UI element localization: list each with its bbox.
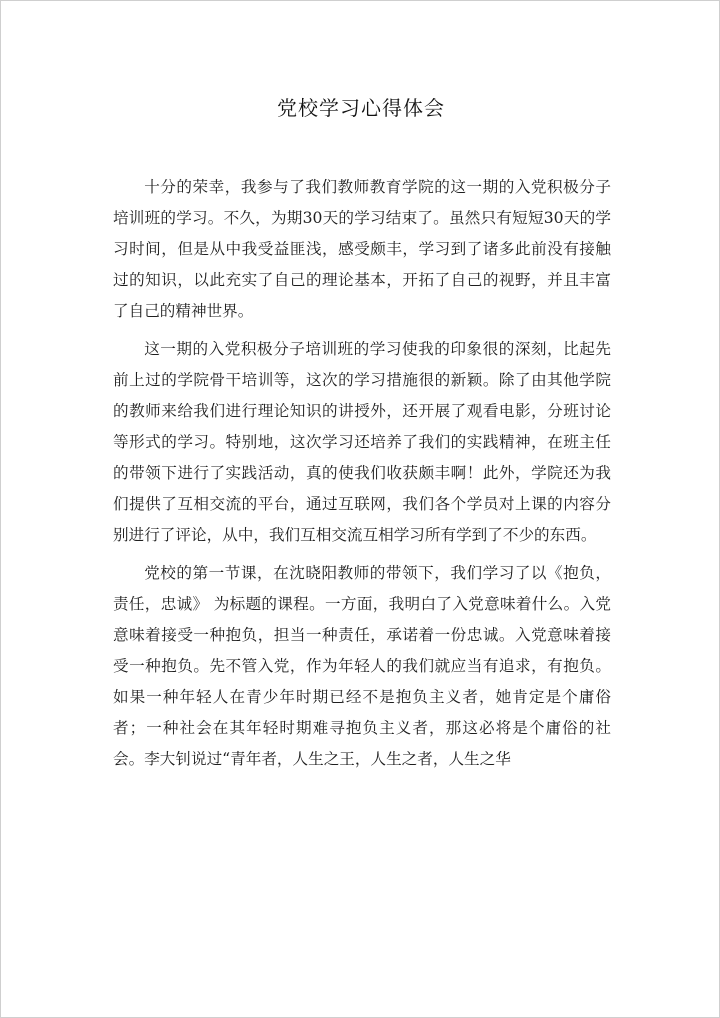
paragraph: 党校的第一节课，在沈晓阳教师的带领下，我们学习了以《抱负，责任，忠诚》 为标题的课程。一方面，我明白了入党意味着什么。入党意味着接受一种抱负，担当一种责任，承诺着一份忠诚。入党意味着接受一种抱负。先不管入党，作为年轻人的我们就应当有追求，有抱负。如果一种年轻人在青少年时期已经不是抱负主义者，她肯定是个庸俗者；一种社会在其年轻时期难寻抱负主义者，那这必将是个庸俗的社会。李大钊说过“青年者，人生之王，人生之者，人生之华 xyxy=(113,564,611,768)
paragraph: 这一期的入党积极分子培训班的学习使我的印象很的深刻，比起先前上过的学院骨干培训等，这次的学习措施很的新颖。除了由其他学院的教师来给我们进行理论知识的讲授外，还开展了观看电影，分班讨论等形式的学习。特别地，这次学习还培养了我们的实践精神，在班主任的带领下进行了实践活动，真的使我们收获颇丰啊！此外，学院还为我们提供了互相交流的平台，通过互联网，我们各个学员对上课的内容分别进行了评论，从中，我们互相交流互相学习所有学到了不少的东西。 xyxy=(113,340,611,544)
document-body xyxy=(113,172,611,782)
document-title: 党校学习心得体会 xyxy=(277,96,445,120)
paragraph: 十分的荣幸，我参与了我们教师教育学院的这一期的入党积极分子培训班的学习。不久，为期30天的学习结束了。虽然只有短短30天的学习时间，但是从中我受益匪浅，感受颇丰，学习到了诸多此前没有接触过的知识，以此充实了自己的理论基本，开拓了自己的视野，并且丰富了自己的精神世界。 xyxy=(113,178,611,320)
